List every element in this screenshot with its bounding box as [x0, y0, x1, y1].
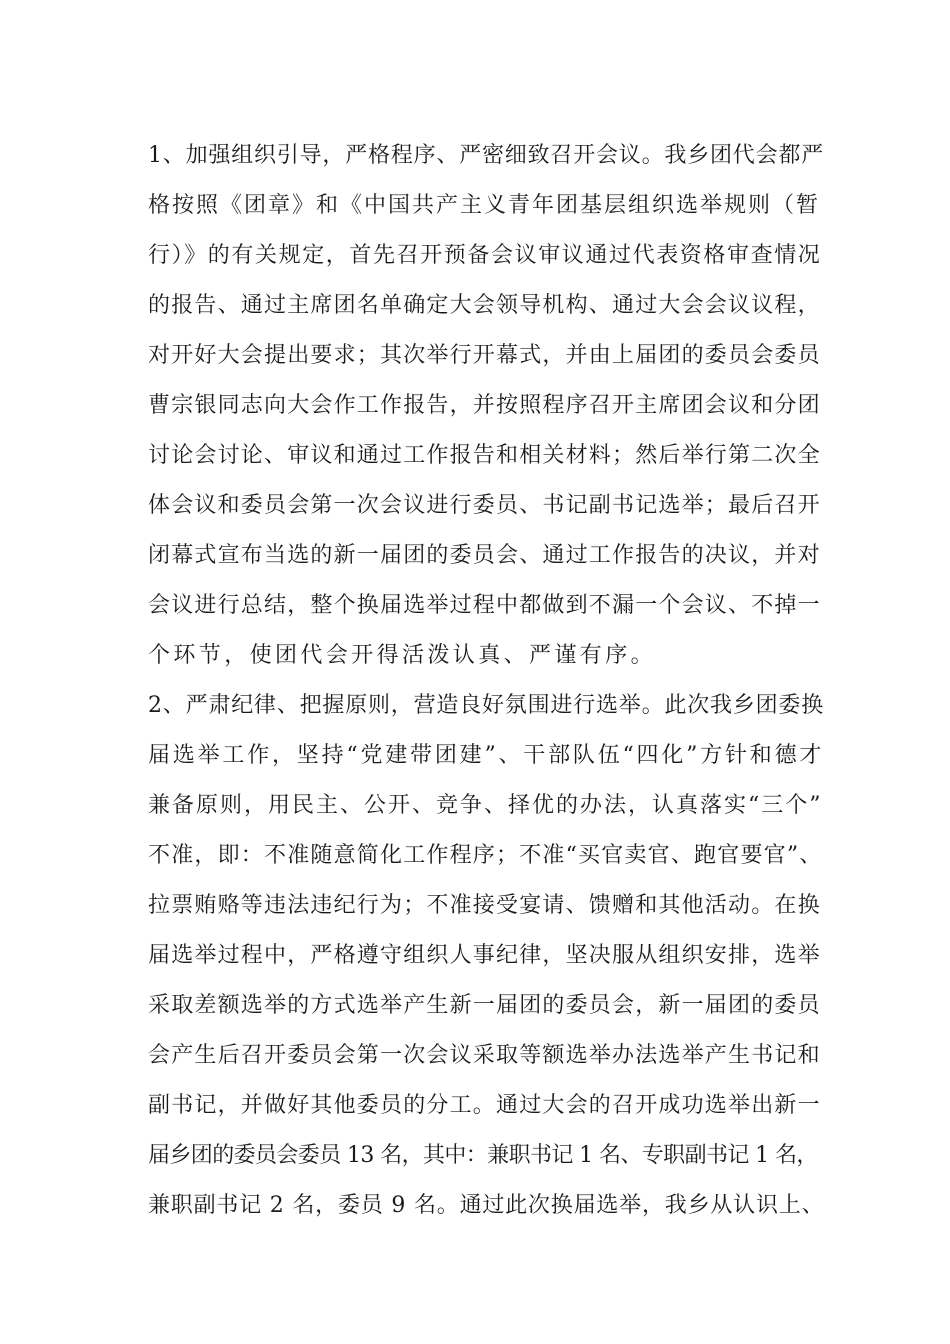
text-line: 届乡团的委员会委员 13 名，其中：兼职书记 1 名、专职副书记 1 名， [148, 1143, 818, 1168]
text-line: 会议进行总结，整个换届选举过程中都做到不漏一个会议、不掉一 [148, 593, 821, 618]
text-line: 拉票贿赂等违法违纪行为；不准接受宴请、馈赠和其他活动。在换 [148, 893, 821, 918]
text-line: 1、加强组织引导，严格程序、严密细致召开会议。我乡团代会都严 [148, 143, 824, 168]
body-text [148, 131, 824, 1231]
text-line: 采取差额选举的方式选举产生新一届团的委员会，新一届团的委员 [148, 993, 821, 1018]
text-line: 格按照《团章》和《中国共产主义青年团基层组织选举规则（暂 [148, 193, 821, 218]
text-line: 兼备原则，用民主、公开、竞争、择优的办法，认真落实“三个” [148, 793, 823, 818]
text-line: 会产生后召开委员会第一次会议采取等额选举办法选举产生书记和 [148, 1043, 821, 1068]
text-line: 曹宗银同志向大会作工作报告，并按照程序召开主席团会议和分团 [148, 393, 821, 418]
text-line: 兼职副书记 2 名，委员 9 名。通过此次换届选举，我乡从认识上、 [148, 1193, 825, 1218]
text-line: 届选举工作，坚持“党建带团建”、干部队伍“四化”方针和德才 [148, 743, 825, 768]
text-line: 不准，即：不准随意简化工作程序；不准“买官卖官、跑官要官”、 [148, 843, 823, 868]
text-line: 2、严肃纪律、把握原则，营造良好氛围进行选举。此次我乡团委换 [148, 693, 824, 718]
text-line: 行）》的有关规定，首先召开预备会议审议通过代表资格审查情况 [148, 243, 822, 268]
text-line: 届选举过程中，严格遵守组织人事纪律，坚决服从组织安排，选举 [148, 943, 821, 968]
text-line: 副书记，并做好其他委员的分工。通过大会的召开成功选举出新一 [148, 1093, 821, 1118]
text-line: 的报告、通过主席团名单确定大会领导机构、通过大会会议议程， [148, 293, 821, 318]
text-line: 个环节，使团代会开得活泼认真、严谨有序。 [148, 643, 657, 668]
text-line: 体会议和委员会第一次会议进行委员、书记副书记选举；最后召开 [148, 493, 821, 518]
text-line: 对开好大会提出要求；其次举行开幕式，并由上届团的委员会委员 [148, 343, 821, 368]
text-line: 讨论会讨论、审议和通过工作报告和相关材料；然后举行第二次全 [148, 443, 821, 468]
text-line: 闭幕式宣布当选的新一届团的委员会、通过工作报告的决议，并对 [148, 543, 821, 568]
